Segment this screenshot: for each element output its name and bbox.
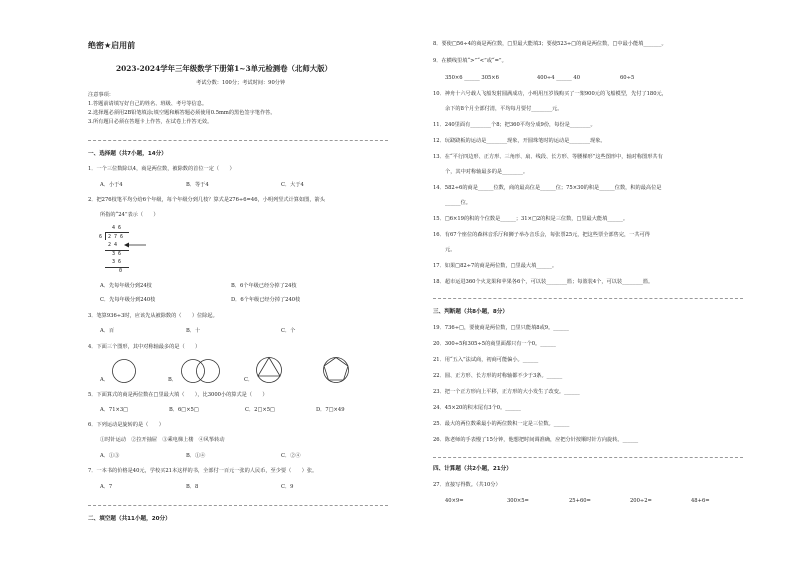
option[interactable]: B．8	[186, 484, 199, 490]
question-14: 14．582÷6的商是______位数，商的最高位是______位；75×30的积是______位数，积的最高位是	[433, 185, 662, 191]
option[interactable]: A．	[100, 377, 109, 383]
confidential-label: 绝密★启用前	[88, 41, 136, 50]
question-16-cont: 元。	[445, 247, 456, 253]
question-15: 15．□6×19的积的个位数是______；31×□2的积是三位数，□里最大能填______。	[433, 216, 629, 222]
compare-item: 60÷5	[620, 75, 635, 81]
option[interactable]: A．百	[100, 328, 115, 334]
judge-item: 23．把一个正方形向上平移，正方形的大小发生了改变。______	[433, 389, 580, 395]
option[interactable]: C．9	[281, 484, 294, 490]
section-heading: 二、填空题（共11小题，20分）	[88, 516, 171, 522]
judge-item: 20．300÷5和305÷5的商里面都只有一个0。______	[433, 341, 556, 347]
question-10: 10．神舟十六号载人飞船发射圆满成功，小明用压岁钱购买了一架900元的飞船模型，先付了180元，	[433, 91, 667, 97]
question-2: 2．把276枝笔平均分给6个年级，每个年级分到几枝？算式是276÷6=46，小明列竖式计算如图，箭头	[88, 197, 325, 203]
exam-page: 绝密★启用前 2023-2024学年三年级数学下册第1~3单元检测卷（北师大版） 考试分数：100分；考试时间：90分钟 注意事项： 1.答题前请填写好自己的姓名、班级、考号等信息。 2.选择题必须用2B铅笔填涂;填空题和解答题必须使用0.5mm的黑色签字笔作答。 3.所有题目必须在答题卡上作答，在试卷上作答无效。 一、选择题（共7小题，14分） 1．一个三位数除以4，商是两位数，被除数的首位一定（ ） A．小于4 B．等于4 C．大于4 2．把276枝笔平均分给6个年级，每个年级分到几枝？算式是276÷6=46，小明列竖式计算如图，箭头 所指的“24”表示（ ） 4 6 6 2 7 6 2 4 3 6 3 6 0 A．先每年级分到24枝 B．6个年级已经分掉了24枝 C．先每年级分到240枝 D．6个年级已经分掉了240枝 3．笔算936÷3时，应该先从被除数的（ ）位除起。 A．百 B．十 C．个 4．下面三个图形，其中对称轴最多的是（ ） A． B． C． 5．下面算式的商是两位数在□里最大填（ ），比3000小的算式是（ ） A．71×3□ B．6□×5□ C．2□×5□ D．7□×49 6．下列运动是旋转的是（ ） ①时针运动 ②拉开抽屉 ③乘电梯上楼 ④风筝转动 A．①③ B．①④ C．②④ 7．一本书的价格是40元，学校买21本这样的书，全部付一百元一张的人民币，至少要（ ）张。 A．7 B．8 C．9 二、填空题（共11小题，20分） 8．要使□56÷4的商是两位数，□里最大能填3；要使523÷□的商是两位数，□中最小能填_______。 9．在横线里填“>”“<”或“=”。 350×6 ______ 305×6 400÷4 ______ 40 60÷5 10．神舟十六号载人飞船发射圆满成功，小明用压岁钱购买了一架900元的飞船模型，先付了180元， 余下的8个月全部付清，平均每月要付________元。 11．240里面有________个8；把360平均分成9份，每份是________。 12．玩跷跷板的运动是________现象，开圆珠笔时的运动是________现象。 13．在“平行四边形、正方形、三角形、扇、线段、长方形、等腰梯形”这些图形中，轴对称图形共有 个，其中对称轴最多的是________。 14．582÷6的商是______位数，商的最高位是______位；75×30的积是______位数，积的最高位是 ______位。 15．□6×19的积的个位数是______；31×□2的积是三位数，□里最大能填______。 16．有67个座位的森林音乐厅和狮子举办音乐会，每张票25元，把这些票全部售完，一共可得 元。 17．如果□82÷7的商是两位数，□里最大填______。 18．超市运进360个火龙果和苹果各6个，可以装________篮；每篮装4个，可以装________篮。 三、判断题（共8小题，8分） 19．736÷□，要使商是两位数，□里只能填8或9。______ 20．300÷5和305÷5的商里面都只有一个0。______ 21．用“五入”法试商，初商可能偏小。______ 22．圆、正方形、长方形的对称轴都不少于3条。______ 23．把一个正方形向上平移，正方形的大小发生了改变。______ 24．45×20的积末尾有3个0。______ 25．最大的两位数乘最小的两位数积一定是三位数。______ 26．陈老师的手表慢了15分钟，他想把时间调准确，应把分针按顺时针方向旋转。______ 四、计算题（共2小题，21分） 27．直接写得数。（共10分） 40×9= 300×5= 25+60= 200÷2= 48+6=	[0, 0, 794, 562]
section-heading: 一、选择题（共7小题，14分）	[88, 151, 167, 157]
calc-item: 300×5=	[507, 498, 529, 504]
judge-item: 25．最大的两位数乘最小的两位数积一定是三位数。______	[433, 421, 570, 427]
question-6: 6．下列运动是旋转的是（ ）	[88, 422, 164, 428]
option[interactable]: B．6□×5□	[169, 407, 199, 413]
question-14-cont: ______位。	[445, 200, 471, 206]
question-13: 13．在“平行四边形、正方形、三角形、扇、线段、长方形、等腰梯形”这些图形中，轴对称图形共有	[433, 154, 663, 160]
calc-item: 200÷2=	[630, 498, 652, 504]
option[interactable]: D．7□×49	[316, 407, 345, 413]
question-13-cont: 个，其中对称轴最多的是________。	[445, 169, 529, 175]
question-9: 9．在横线里填“>”“<”或“=”。	[433, 58, 507, 64]
compare-item: 350×6 ______ 305×6	[445, 75, 499, 81]
section-heading: 四、计算题（共2小题，21分）	[433, 466, 512, 472]
question-27: 27．直接写得数。（共10分）	[433, 482, 501, 488]
note-item: 3.所有题目必须在答题卡上作答，在试卷上作答无效。	[88, 119, 213, 125]
question-4: 4．下面三个图形，其中对称轴最多的是（ ）	[88, 344, 201, 350]
judge-item: 21．用“五入”法试商，初商可能偏小。______	[433, 357, 539, 363]
calc-item: 40×9=	[445, 498, 464, 504]
note-item: 2.选择题必须用2B铅笔填涂;填空题和解答题必须使用0.5mm的黑色签字笔作答。	[88, 110, 276, 116]
note-item: 1.答题前请填写好自己的姓名、班级、考号等信息。	[88, 101, 208, 107]
option[interactable]: B．等于4	[186, 182, 209, 188]
option[interactable]: B．	[168, 377, 177, 383]
option[interactable]: B．①④	[186, 453, 206, 459]
option[interactable]: B．6个年级已经分掉了24枝	[231, 283, 297, 289]
judge-item: 19．736÷□，要使商是两位数，□里只能填8或9。______	[433, 325, 569, 331]
circle-triangle-figure-icon	[255, 356, 283, 384]
option[interactable]: B．十	[186, 328, 201, 334]
question-5: 5．下面算式的商是两位数在□里最大填（ ），比3000小的算式是（ ）	[88, 392, 268, 398]
section-heading: 三、判断题（共8小题，8分）	[433, 309, 508, 315]
question-16: 16．有67个座位的森林音乐厅和狮子举办音乐会，每张票25元，把这些票全部售完，一共可得	[433, 232, 650, 238]
question-7: 7．一本书的价格是40元，学校买21本这样的书，全部付一百元一张的人民币，至少要（ ）张。	[88, 468, 318, 474]
judge-item: 24．45×20的积末尾有3个0。______	[433, 405, 521, 411]
question-3: 3．笔算936÷3时，应该先从被除数的（ ）位除起。	[88, 313, 218, 319]
option[interactable]: C．个	[281, 328, 296, 334]
divider	[433, 298, 743, 299]
question-6-items: ①时针运动 ②拉开抽屉 ③乘电梯上楼 ④风筝转动	[100, 437, 225, 443]
question-8: 8．要使□56÷4的商是两位数，□里最大能填3；要使523÷□的商是两位数，□中最小能填_______。	[433, 41, 667, 47]
question-17: 17．如果□82÷7的商是两位数，□里最大填______。	[433, 263, 558, 269]
divider	[88, 505, 388, 506]
question-11: 11．240里面有________个8；把360平均分成9份，每份是________。	[433, 122, 596, 128]
two-circles-figure-icon	[180, 358, 222, 384]
notes-heading: 注意事项：	[88, 92, 114, 98]
divider	[433, 457, 743, 458]
option[interactable]: A．小于4	[100, 182, 123, 188]
option[interactable]: C．	[244, 377, 254, 383]
calc-item: 48+6=	[691, 498, 710, 504]
option[interactable]: A．先每年级分到24枝	[100, 283, 152, 289]
question-10-cont: 余下的8个月全部付清，平均每月要付________元。	[445, 106, 563, 112]
exam-title: 2023-2024学年三年级数学下册第1~3单元检测卷（北师大版）	[116, 64, 332, 73]
option[interactable]: A．71×3□	[100, 407, 129, 413]
option[interactable]: D．6个年级已经分掉了240枝	[231, 297, 301, 303]
exam-subtitle: 考试分数：100分；考试时间：90分钟	[196, 80, 286, 86]
calc-item: 25+60=	[569, 498, 591, 504]
judge-item: 26．陈老师的手表慢了15分钟，他想把时间调准确，应把分针按顺时针方向旋转。______	[433, 437, 639, 443]
divider	[88, 140, 388, 141]
question-1: 1．一个三位数除以4，商是两位数，被除数的首位一定（ ）	[88, 166, 235, 172]
judge-item: 22．圆、正方形、长方形的对称轴都不少于3条。______	[433, 373, 563, 379]
question-12: 12．玩跷跷板的运动是________现象，开圆珠笔时的运动是________现象。	[433, 138, 606, 144]
option[interactable]: C．②④	[281, 453, 301, 459]
option[interactable]: A．①③	[100, 453, 120, 459]
circle-figure-icon	[111, 358, 137, 384]
option[interactable]: C．大于4	[281, 182, 304, 188]
question-18: 18．超市运进360个火龙果和苹果各6个，可以装________篮；每篮装4个，可以装________篮。	[433, 279, 654, 285]
question-2-cont: 所指的“24”表示（ ）	[100, 212, 159, 218]
option[interactable]: A．7	[100, 484, 113, 490]
circle-pentagon-figure-icon	[322, 356, 350, 384]
compare-item: 400÷4 ______ 40	[537, 75, 581, 81]
arrow-icon	[124, 241, 146, 249]
option[interactable]: C．2□×5□	[245, 407, 275, 413]
option[interactable]: C．先每年级分到240枝	[100, 297, 156, 303]
